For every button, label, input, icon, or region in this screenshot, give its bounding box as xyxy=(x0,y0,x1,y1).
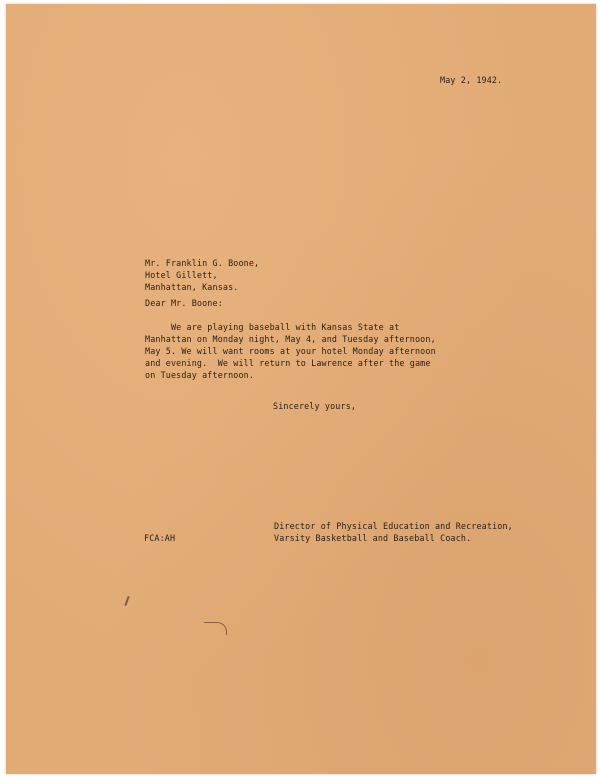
body-line: on Tuesday afternoon. xyxy=(145,370,255,380)
signature-title-line: Varsity Basketball and Baseball Coach. xyxy=(274,533,472,543)
pencil-mark xyxy=(204,622,227,635)
recipient-city: Manhattan, Kansas. xyxy=(145,282,239,292)
signature-block xyxy=(274,520,513,544)
pencil-mark xyxy=(124,596,129,606)
letter-body xyxy=(145,321,436,381)
complimentary-closing: Sincerely yours, xyxy=(273,401,357,411)
body-line: Manhattan on Monday night, May 4, and Tuesday afternoon, xyxy=(145,334,436,344)
signature-title-line: Director of Physical Education and Recreation, xyxy=(274,521,513,531)
recipient-address xyxy=(145,257,259,293)
reference-initials: FCA:AH xyxy=(144,533,176,543)
salutation: Dear Mr. Boone: xyxy=(145,298,223,308)
body-line: May 5. We will want rooms at your hotel Monday afternoon xyxy=(145,346,436,356)
recipient-hotel: Hotel Gillett, xyxy=(145,270,218,280)
letter-date: May 2, 1942. xyxy=(440,75,503,85)
body-line: We are playing baseball with Kansas State at xyxy=(145,322,400,332)
letter-page xyxy=(6,4,596,774)
body-line: and evening. We will return to Lawrence after the game xyxy=(145,358,431,368)
recipient-name: Mr. Franklin G. Boone, xyxy=(145,258,260,268)
